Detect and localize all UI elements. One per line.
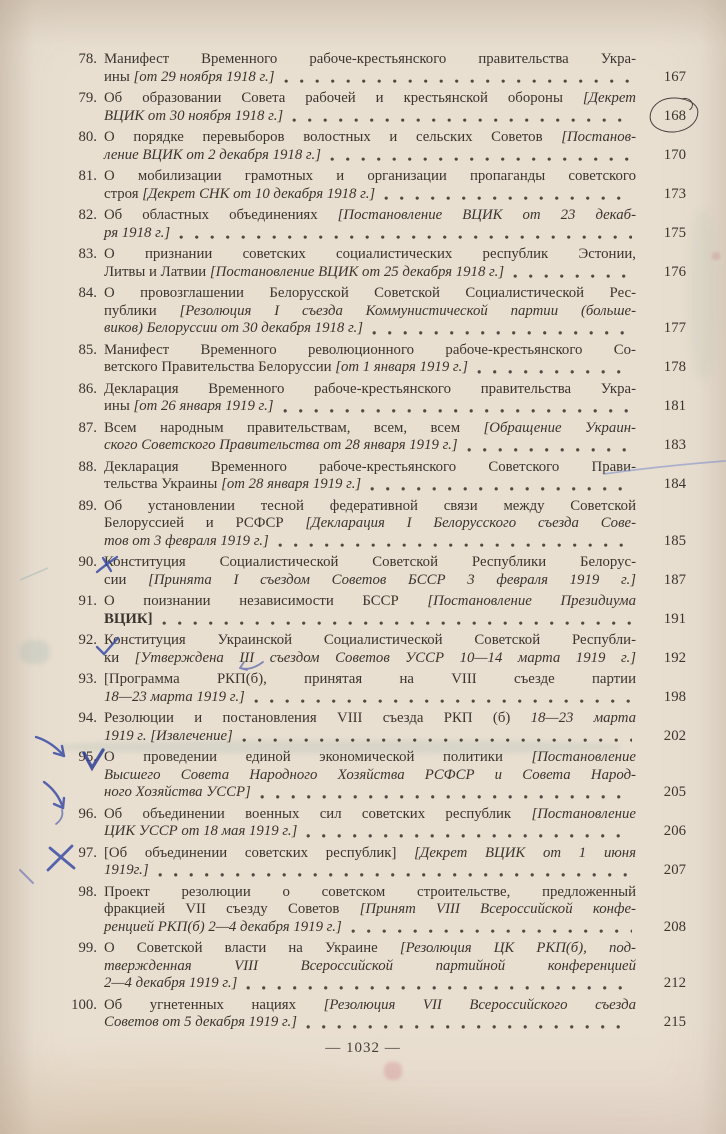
title-text-run: виков) Белоруссии от 30 декабря 1918 г.] [104, 320, 364, 336]
page-number: 167 [663, 68, 686, 85]
title-text-run: О признании советских социалистических республик Эстонии, [104, 246, 636, 262]
title-text-run: строя [104, 185, 143, 202]
title-text-run: Всем народным правительствам, всем, всем [104, 419, 484, 436]
title-text-run: Декларация Временного рабоче-крестьянского Советского Прави- [104, 458, 636, 475]
page-number: 173 [663, 185, 686, 202]
entry-title [97, 459, 636, 494]
title-text-run: [Резолюция I съезда Коммунистической партии (больше- [179, 302, 636, 319]
title-text-run: ного Хозяйства УССР] [104, 784, 251, 800]
entry-title [97, 381, 636, 416]
entry-number: 97. [78, 844, 97, 861]
title-text-run: Об областных объединениях [104, 207, 338, 223]
title-text-run: [от 29 ноября 1918 г.] [133, 68, 275, 85]
dot-leader [158, 862, 632, 880]
entry-number: 82. [78, 207, 97, 223]
dot-leader [372, 320, 632, 338]
title-text-run: ского Советского Правительства от 28 января 1919 г.] [104, 437, 458, 453]
page-number: 183 [663, 437, 686, 453]
entry-number: 91. [78, 593, 97, 609]
toc-entry [0, 459, 686, 494]
dot-leader [384, 186, 632, 204]
dot-leader [284, 69, 633, 87]
dot-leader [283, 398, 632, 416]
title-text-run: Советов от 5 декабря 1919 г.] [104, 1014, 297, 1030]
dot-leader [351, 919, 632, 937]
title-text-run: Манифест Временного революционного рабоче-крестьянского Со- [104, 341, 636, 358]
toc-entry [0, 207, 686, 242]
title-text-run: ВЦИК от 30 ноября 1918 г.] [104, 107, 284, 124]
entry-number: 89. [78, 497, 97, 514]
title-text-run: Конституция Украинской Социалистической Советской Республи- [104, 632, 636, 648]
title-text-run: О провозглашении Белорусской Советской Социалистической Рес- [104, 285, 636, 301]
title-text-run: Об установлении тесной федеративной связи между Советской [104, 497, 636, 514]
page-number: 184 [663, 476, 686, 492]
dot-leader [330, 147, 632, 165]
entry-number: 84. [78, 285, 97, 301]
title-text-run: [Постановление ВЦИК от 25 декабря 1918 г.] [209, 263, 505, 280]
entry-number: 80. [78, 129, 97, 145]
entry-number: 90. [78, 554, 97, 570]
title-text-run: ЦИК УССР от 18 мая 1919 г.] [104, 823, 298, 839]
dot-leader [467, 437, 632, 455]
title-text-run: [Постановление [531, 805, 636, 822]
entry-number: 88. [78, 458, 97, 475]
page-number: 191 [663, 610, 686, 627]
toc-entry [0, 997, 686, 1032]
entry-title [97, 51, 636, 86]
entry-title [97, 710, 636, 745]
title-text-run: [Постановление ВЦИК от 23 декаб- [337, 207, 636, 223]
toc-entry [0, 129, 686, 164]
title-text-run: публики [104, 302, 180, 319]
entry-title [97, 884, 636, 937]
toc-entry [0, 420, 686, 455]
toc-entry [0, 710, 686, 745]
title-text-run: О мобилизации грамотных и организации пропаганды советского [104, 168, 636, 184]
entry-title [97, 498, 636, 551]
title-text-run: О поизнании независимости БССР [104, 593, 428, 609]
entry-title [97, 246, 636, 281]
page-number: 198 [663, 688, 686, 705]
dot-leader [162, 611, 632, 629]
entry-number: 85. [78, 341, 97, 358]
dot-leader [513, 264, 632, 282]
title-text-run: [Программа РКП(б), принятая на VIII съезде партии [104, 671, 636, 687]
toc-entry [0, 671, 686, 706]
page-number: 176 [663, 263, 686, 280]
title-text-run: сии [104, 571, 149, 588]
page-number: 208 [663, 918, 686, 935]
title-text-run: ренцией РКП(б) 2—4 декабря 1919 г.] [104, 918, 342, 935]
title-text-run: [Декларация I Белорусского съезда Сове- [305, 515, 636, 531]
title-text-run: Декларация Временного рабоче-крестьянского правительства Укра- [104, 380, 636, 397]
page-number: 187 [663, 571, 686, 588]
title-text-run: О Советской власти на Украине [104, 940, 400, 956]
page-number: 181 [663, 398, 686, 414]
entry-title [97, 285, 636, 338]
title-text-run: Белоруссией и РСФСР [104, 515, 306, 531]
title-text-run: ветского Правительства Белоруссии [104, 359, 336, 375]
title-text-run: [Декрет ВЦИК от 1 июня [414, 844, 636, 861]
entry-title [97, 207, 636, 242]
page-number: 185 [663, 532, 686, 549]
toc-entry [0, 554, 686, 589]
dot-leader [254, 689, 632, 707]
page-number: 206 [663, 823, 686, 839]
page-number: 205 [663, 784, 686, 800]
dot-leader [278, 533, 632, 551]
entry-number: 99. [78, 940, 97, 956]
page-number: 175 [663, 224, 686, 241]
toc-entry [0, 632, 686, 667]
title-text-run: [от 1 января 1919 г.] [335, 359, 468, 375]
entry-title [97, 749, 636, 802]
pink-mark [384, 1062, 402, 1080]
title-text-run: Проект резолюции о советском строительстве, предложенный [104, 883, 636, 900]
title-text-run: 18—23 марта 1919 г.] [104, 688, 245, 705]
entry-number: 95. [78, 749, 97, 765]
entry-number: 98. [78, 883, 97, 900]
toc-entry [0, 285, 686, 338]
title-text-run: [Резолюция VII Всероссийского съезда [323, 996, 636, 1013]
title-text-run: 18—23 марта [530, 710, 636, 726]
title-text-run: [от 28 января 1919 г.] [221, 476, 362, 492]
title-text-run: тов от 3 февраля 1919 г.] [104, 532, 269, 549]
page-number: 192 [663, 649, 686, 666]
dot-leader [242, 728, 632, 746]
title-text-run: [Постановление Президиума [427, 593, 636, 609]
title-text-run: [Постановление [531, 749, 636, 765]
entry-title [97, 129, 636, 164]
title-text-run: Манифест Временного рабоче-крестьянского правительства Укра- [104, 51, 636, 67]
entry-number: 79. [78, 90, 97, 106]
toc-entry [0, 940, 686, 993]
bleedthrough-smudge [690, 210, 716, 380]
title-text-run: ление ВЦИК от 2 декабря 1918 г.] [104, 146, 321, 163]
title-text-run: [Принята I съездом Советов БССР 3 февраля 1919 г.] [148, 571, 636, 588]
dot-leader [292, 108, 632, 126]
toc-entry [0, 246, 686, 281]
entry-title [97, 593, 636, 628]
entry-title [97, 845, 636, 880]
title-text-run: Конституция Социалистической Советской Республики Белорус- [104, 554, 636, 570]
toc-entry [0, 884, 686, 937]
dot-leader [306, 823, 632, 841]
toc-entry [0, 749, 686, 802]
toc-entry [0, 51, 686, 86]
title-text-run: Высшего Совета Народного Хозяйства РСФСР и Совета Народ- [104, 766, 636, 783]
page-number: 178 [663, 359, 686, 375]
title-text-run: [Постанов- [561, 129, 636, 145]
title-text-run: [Обращение Украин- [483, 419, 636, 436]
entry-number: 81. [78, 168, 97, 184]
entry-number: 86. [78, 380, 97, 397]
title-text-run: 1919 г. [Извлечение] [104, 727, 233, 744]
entry-title [97, 806, 636, 841]
entry-number: 93. [78, 671, 97, 687]
entry-number: 100. [71, 996, 97, 1013]
page-number: 207 [663, 862, 686, 878]
entry-title [97, 342, 636, 377]
toc-entry [0, 90, 686, 125]
dot-leader [306, 1014, 632, 1032]
entry-title [97, 554, 636, 589]
toc-entries [0, 51, 686, 1036]
title-text-run: [от 26 января 1919 г.] [133, 398, 274, 414]
entry-title [97, 168, 636, 203]
entry-number: 87. [78, 419, 97, 436]
toc-entry [0, 168, 686, 203]
entry-title [97, 420, 636, 455]
page-number: 202 [663, 727, 686, 744]
toc-entry [0, 845, 686, 880]
dot-leader [246, 975, 632, 993]
title-text-run: ины [104, 68, 134, 85]
entry-title [97, 940, 636, 993]
title-text-run: тельства Украины [104, 476, 222, 492]
entry-number: 83. [78, 246, 97, 262]
title-text-run: 2—4 декабря 1919 г.] [104, 975, 238, 991]
book-page-number: — 1032 — [325, 1040, 401, 1056]
page-number-circled: 168 [663, 107, 686, 124]
title-text-run: [Об объединении советских республик] [104, 844, 415, 861]
entry-title [97, 90, 636, 125]
title-text-run: [Принят VIII Всероссийской конфе- [359, 901, 636, 917]
entry-title [97, 997, 636, 1032]
title-text-run: 1919г.] [104, 862, 149, 878]
toc-entry [0, 593, 686, 628]
title-text-run: ря 1918 г.] [104, 224, 171, 241]
title-text-run: Литвы и Латвии [104, 263, 210, 280]
toc-entry [0, 342, 686, 377]
title-text-run: ки [104, 649, 135, 666]
entry-title [97, 632, 636, 667]
dot-leader [477, 359, 632, 377]
toc-entry [0, 498, 686, 551]
title-text-run: Об объединении военных сил советских республик [104, 805, 532, 822]
entry-number: 78. [78, 51, 97, 67]
title-text-run: Резолюции и постановления VIII съезда РКП (б) [104, 710, 531, 726]
title-text-run: [Утверждена III съездом Советов УССР 10—14 марта 1919 г.] [134, 649, 636, 666]
entry-title [97, 671, 636, 706]
title-text-run: фракцией VII съезду Советов [104, 901, 360, 917]
toc-entry [0, 381, 686, 416]
toc-entry [0, 806, 686, 841]
title-text-run: ины [104, 398, 134, 414]
dot-leader [370, 476, 632, 494]
title-text-run: О проведении единой экономической политики [104, 749, 532, 765]
title-text-run: О порядке перевыборов волостных и сельских Советов [104, 129, 562, 145]
title-text-run: [Резолюция ЦК РКП(б), под- [399, 940, 636, 956]
page-number: 170 [663, 146, 686, 163]
entry-number: 92. [78, 632, 97, 648]
title-text-run: [Декрет [582, 90, 636, 106]
title-text-run: Об угнетенных нациях [104, 996, 324, 1013]
page-number: 212 [663, 975, 686, 991]
paper-speck [712, 252, 720, 260]
dot-leader [260, 784, 632, 802]
entry-number: 94. [78, 710, 97, 726]
entry-number: 96. [78, 805, 97, 822]
page-number: 177 [663, 320, 686, 336]
title-text-run: [Декрет СНК от 10 декабря 1918 г.] [142, 185, 376, 202]
dot-leader [179, 225, 632, 243]
page-number: 215 [663, 1014, 686, 1030]
title-text-run: твержденная VIII Всероссийской партийной конференцией [104, 957, 636, 974]
title-text-run: Об образовании Совета рабочей и крестьянской обороны [104, 90, 583, 106]
title-text-run: ВЦИК] [104, 610, 153, 627]
